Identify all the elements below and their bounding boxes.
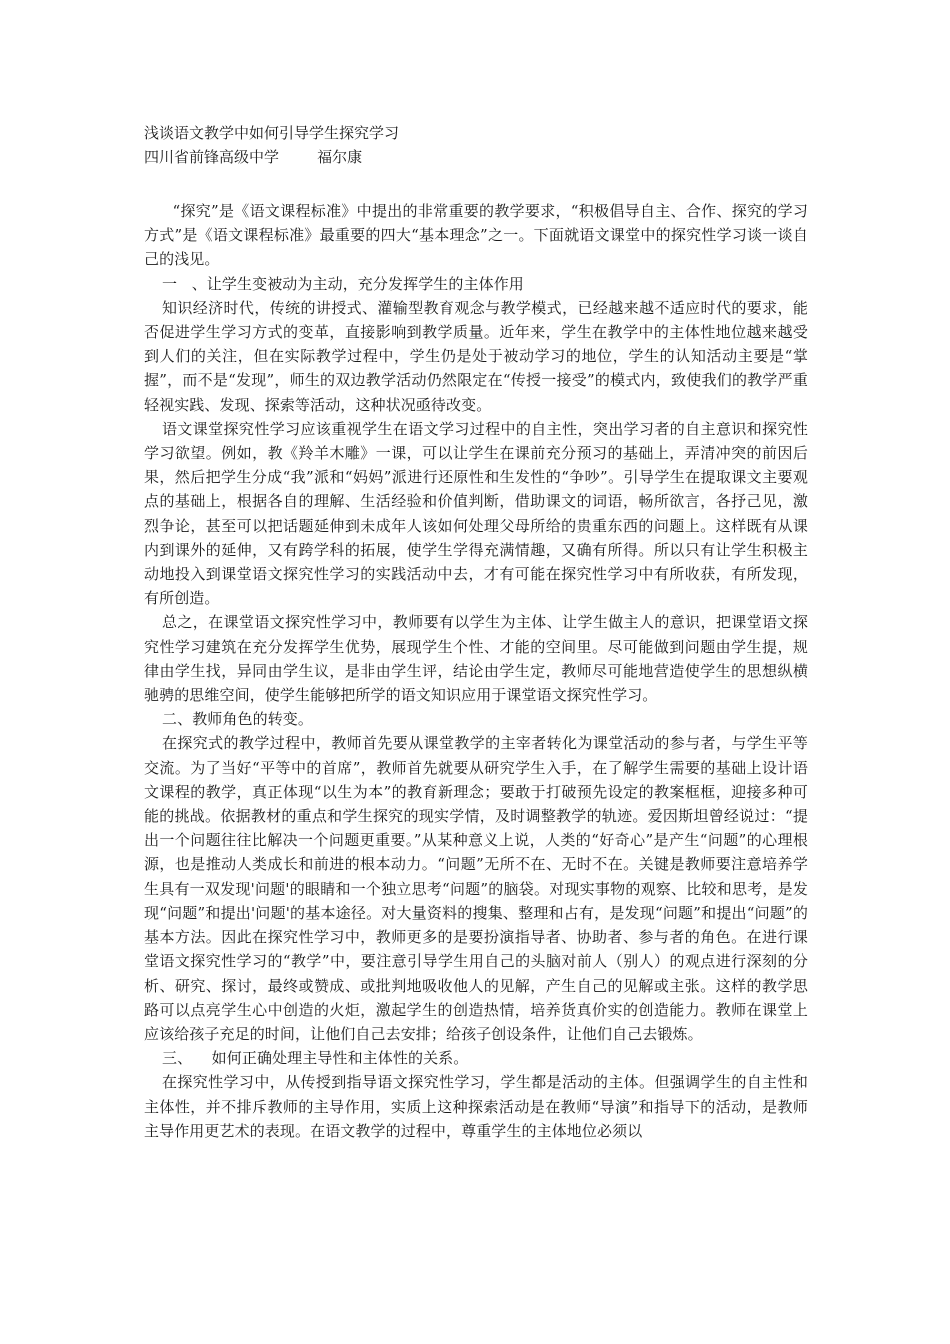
body-paragraph: 总之，在课堂语文探究性学习中，教师要有以学生为主体、让学生做主人的意识，把课堂语文探究性学习建筑在充分发挥学生优势，展现学生个性、才能的空间里。尽可能做到问题由学生提，规律由学生找，异同由学生议，是非由学生评，结论由学生定，教师尽可能地营造使学生的思想纵横驰骋的思维空间，使学生能够把所学的语文知识应用于课堂语文探究性学习。 [144, 613, 808, 705]
body-paragraph: 知识经济时代，传统的讲授式、灌输型教育观念与教学模式，已经越来越不适应时代的要求，能否促进学生学习方式的变革，直接影响到教学质量。近年来，学生在教学中的主体性地位越来越受到人们的关注，但在实际教学过程中，学生仍是处于被动学习的地位，学生的认知活动主要是“掌握”，而不是“发现”，师生的双边教学活动仍然限定在“传授一接受”的模式内，致使我们的教学严重轻视实践、发现、探索等活动，这种状况亟待改变。 [144, 298, 808, 414]
section-heading-1: 一 、让学生变被动为主动，充分发挥学生的主体作用 [162, 274, 524, 293]
document-title: 浅谈语文教学中如何引导学生探究学习 [144, 124, 400, 142]
body-paragraph: 语文课堂探究性学习应该重视学生在语文学习过程中的自主性，突出学习者的自主意识和探究性学习欲望。例如，教《羚羊木雕》一课，可以让学生在课前充分预习的基础上，弄清冲突的前因后果，然后把学生分成“我”派和“妈妈”派进行还原性和生发性的“争吵”。引导学生在提取课文主要观点的基础上，根据各自的理解、生活经验和价值判断，借助课文的词语，畅所欲言，各抒己见，激烈争论，甚至可以把话题延伸到未成年人该如何处理父母所给的贵重东西的问题上。这样既有从课内到课外的延伸，又有跨学科的拓展，使学生学得充满情趣，又确有所得。所以只有让学生积极主动地投入到课堂语文探究性学习的实践活动中去，才有可能在探究性学习中有所收获，有所发现，有所创造。 [144, 419, 808, 608]
document-byline: 四川省前锋高级中学 福尔康 [144, 148, 363, 166]
document-body [144, 199, 808, 1143]
body-paragraph: 在探究式的教学过程中，教师首先要从课堂教学的主宰者转化为课堂活动的参与者，与学生平等交流。为了当好“平等中的首席”，教师首先就要从研究学生入手，在了解学生需要的基础上设计语文课程的教学，真正体现“以生为本”的教育新理念；要敢于打破预先设定的教案框框，迎接多种可能的挑战。依据教材的重点和学生探究的现实学情，及时调整教学的轨迹。爱因斯坦曾经说过：“提出一个问题往往比解决一个问题更重要。”从某种意义上说，人类的“好奇心”是产生“问题”的心理根源，也是推动人类成长和前进的根本动力。“问题”无所不在、无时不在。关键是教师要注意培养学生具有一双发现'问题'的眼睛和一个独立思考“问题”的脑袋。对现实事物的观察、比较和思考，是发现“问题”和提出'问题'的基本途径。对大量资料的搜集、整理和占有，是发现“问题”和提出“问题”的基本方法。因此在探究性学习中，教师更多的是要扮演指导者、协助者、参与者的角色。在进行课堂语文探究性学习的“教学”中，要注意引导学生用自己的头脑对前人（别人）的观点进行深刻的分析、研究、探讨，最终或赞成、或批判地吸收他人的见解，产生自己的见解或主张。这样的教学思路可以点亮学生心中创造的火炬，激起学生的创造热情，培养货真价实的创造能力。教师在课堂上应该给孩子充足的时间，让他们自己去安排；给孩子创设条件，让他们自己去锻炼。 [144, 734, 808, 1043]
section-heading-3: 三、 如何正确处理主导性和主体性的关系。 [162, 1049, 469, 1068]
body-paragraph: 在探究性学习中，从传授到指导语文探究性学习，学生都是活动的主体。但强调学生的自主性和主体性，并不排斥教师的主导作用，实质上这种探索活动是在教师“导演”和指导下的活动，是教师主导作用更艺术的表现。在语文教学的过程中，尊重学生的主体地位必须以 [144, 1073, 808, 1140]
section-heading-2: 二、教师角色的转变。 [162, 710, 314, 729]
intro-paragraph: “探究”是《语文课程标准》中提出的非常重要的教学要求，“积极倡导自主、合作、探究的学习方式”是《语文课程标准》最重要的四大“基本理念”之一。下面就语文课堂中的探究性学习谈一谈自己的浅见。 [144, 202, 808, 269]
document-header [144, 121, 824, 169]
